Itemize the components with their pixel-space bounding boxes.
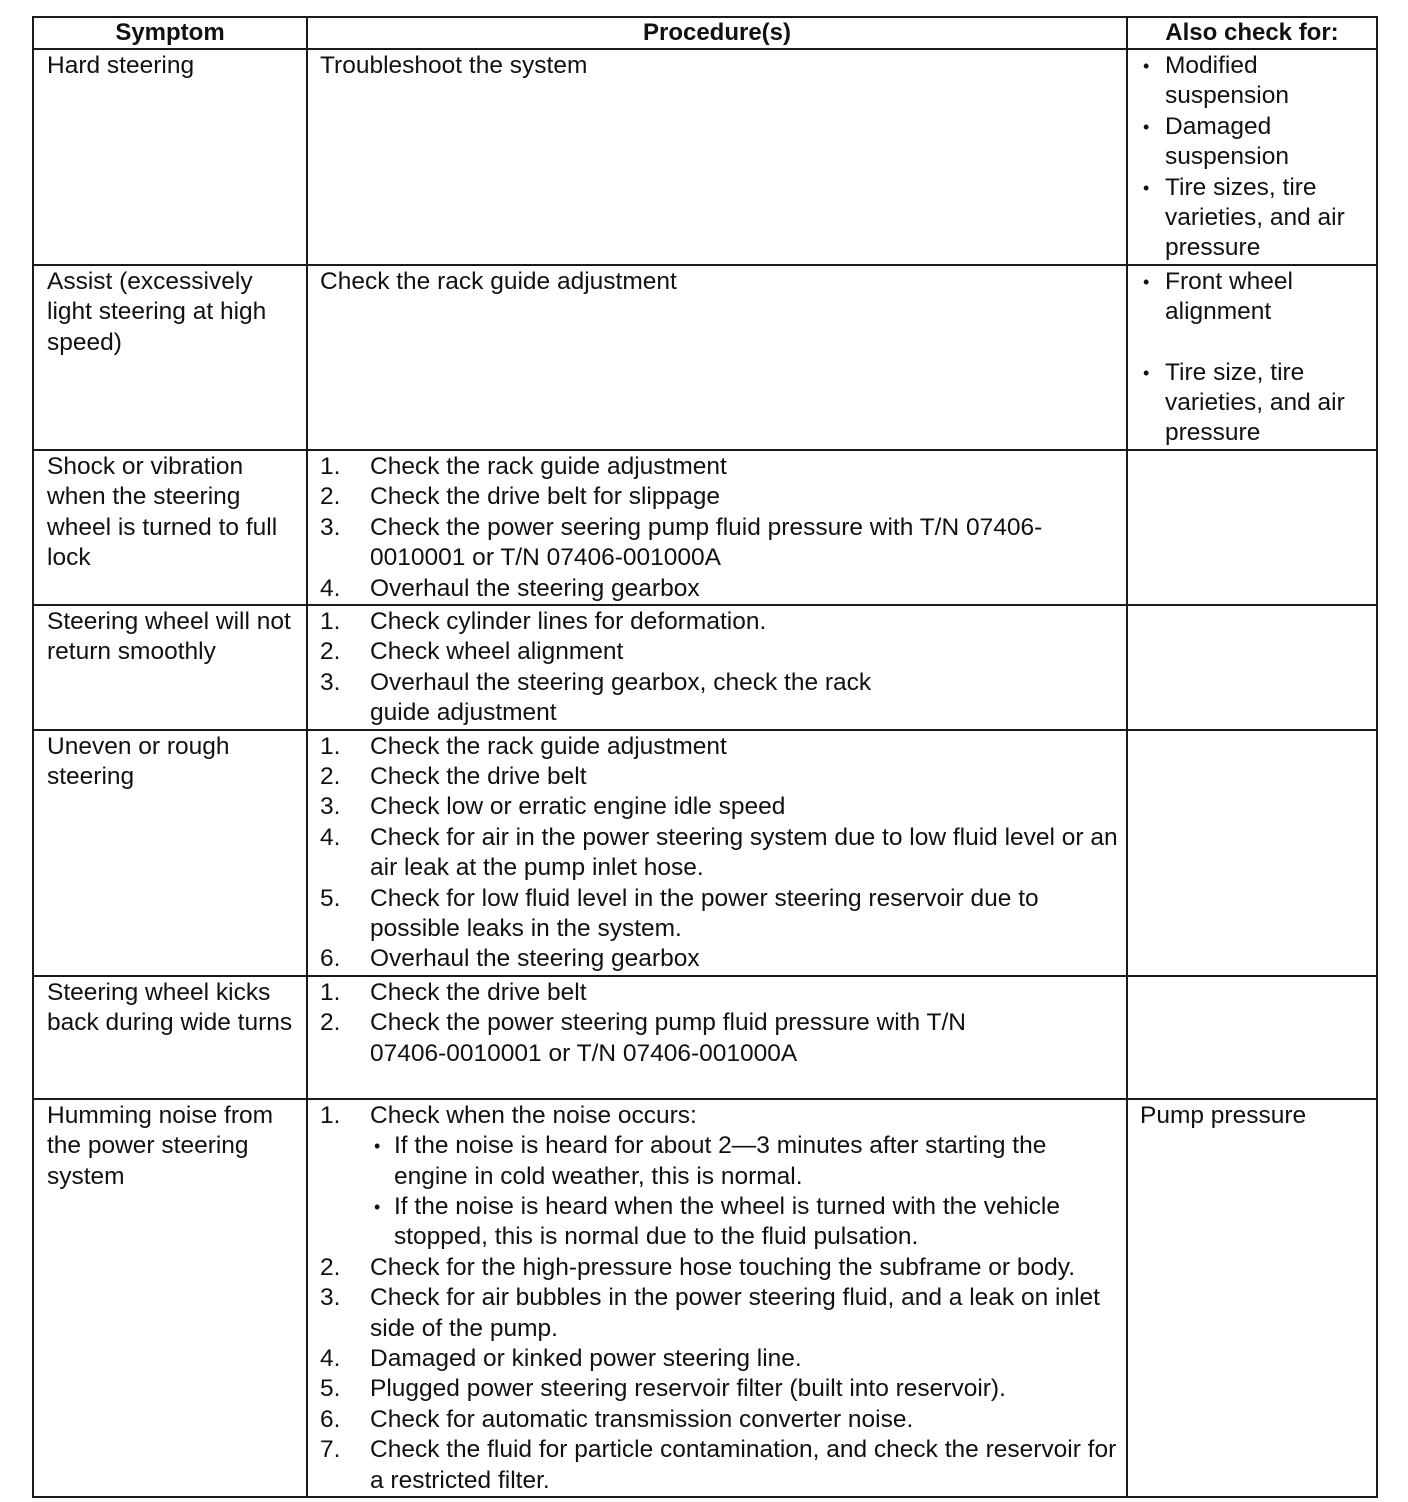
procedure-step: 2. Check for the high-pressure hose touching the subframe or body. <box>320 1253 1075 1281</box>
troubleshooting-table <box>32 16 1378 1498</box>
table-row <box>33 605 1377 730</box>
procedure-step: 1. Check the drive belt <box>320 978 587 1006</box>
also-check-cell <box>1127 730 1377 976</box>
procedure-step: 5. Plugged power steering reservoir filter (built into reservoir). <box>320 1375 1006 1403</box>
symptom-cell: Uneven or rough steering <box>33 730 307 976</box>
table-row <box>33 49 1377 265</box>
procedure-step: 3. Check low or erratic engine idle speed <box>320 793 786 821</box>
header-also-check: Also check for: <box>1127 17 1377 49</box>
procedure-step: 3. Overhaul the steering gearbox, check the rack guide adjustment <box>320 668 872 727</box>
procedure-cell: Troubleshoot the system <box>307 49 1127 265</box>
procedure-step: 2. Check the drive belt for slippage <box>320 483 720 511</box>
procedure-step: 6. Check for automatic transmission converter noise. <box>320 1405 914 1433</box>
header-procedures: Procedure(s) <box>307 17 1127 49</box>
symptom-cell: Assist (excessively light steering at high speed) <box>33 265 307 450</box>
also-check-cell <box>1127 450 1377 605</box>
also-check-cell <box>1127 265 1377 450</box>
also-check-item: • Front wheel alignment <box>1141 267 1372 328</box>
procedure-step: 4. Damaged or kinked power steering line. <box>320 1345 802 1373</box>
symptom-cell: Hard steering <box>33 49 307 265</box>
table-row <box>33 730 1377 976</box>
also-check-cell <box>1127 49 1377 265</box>
procedure-step: 1. Check cylinder lines for deformation. <box>320 607 767 635</box>
symptom-cell: Steering wheel kicks back during wide turns <box>33 976 307 1099</box>
procedure-step: 2. Check wheel alignment <box>320 638 624 666</box>
header-row <box>33 17 1377 49</box>
procedure-substep: • If the noise is heard when the wheel is turned with the vehicle stopped, this is normal due to the fluid pulsation. <box>370 1192 1118 1253</box>
also-check-item: • Tire size, tire varieties, and air pressure <box>1141 358 1372 449</box>
also-check-item: • Damaged suspension <box>1141 112 1372 173</box>
procedure-cell <box>307 730 1127 976</box>
procedure-step: 6. Overhaul the steering gearbox <box>320 945 700 973</box>
procedure-step: 2. Check the power steering pump fluid pressure with T/N 07406-0010001 or T/N 07406-001000A <box>320 1009 966 1067</box>
table-row <box>33 976 1377 1099</box>
procedure-step: 4. Overhaul the steering gearbox <box>320 574 700 602</box>
symptom-cell: Humming noise from the power steering system <box>33 1099 307 1497</box>
symptom-cell: Shock or vibration when the steering wheel is turned to full lock <box>33 450 307 605</box>
table-row <box>33 450 1377 605</box>
procedure-step: 3. Check the power seering pump fluid pressure with T/N 07406-0010001 or T/N 07406-001000A <box>320 513 1043 572</box>
also-check-item: • Tire sizes, tire varieties, and air pressure <box>1141 173 1372 264</box>
procedure-cell <box>307 450 1127 605</box>
procedure-step: 3. Check for air bubbles in the power steering fluid, and a leak on inlet side of the pump. <box>320 1284 1100 1342</box>
procedure-step: 4. Check for air in the power steering system due to low fluid level or an air leak at the pump inlet hose. <box>320 823 1118 882</box>
also-check-cell: Pump pressure <box>1127 1099 1377 1497</box>
header-symptom: Symptom <box>33 17 307 49</box>
also-check-cell <box>1127 605 1377 730</box>
procedure-cell <box>307 976 1127 1099</box>
also-check-item: • Modified suspension <box>1141 51 1372 112</box>
also-check-cell <box>1127 976 1377 1099</box>
procedure-step: 1. Check the rack guide adjustment <box>320 452 727 480</box>
table-row <box>33 265 1377 450</box>
procedure-step: 7. Check the fluid for particle contamination, and check the reservoir for a restricted filter. <box>320 1436 1117 1494</box>
procedure-cell <box>307 1099 1127 1497</box>
symptom-cell: Steering wheel will not return smoothly <box>33 605 307 730</box>
table-row <box>33 1099 1377 1497</box>
procedure-cell: Check the rack guide adjustment <box>307 265 1127 450</box>
procedure-step: 1. Check the rack guide adjustment <box>320 732 727 760</box>
procedure-step: 2. Check the drive belt <box>320 762 587 790</box>
procedure-step: 1. Check when the noise occurs: • If the noise is heard for about 2—3 minutes after starting the engine in cold weather, this is normal. • If the noise is heard when the wheel is turned with the vehicle stopped, this is normal due to the fluid pulsation. <box>320 1101 1118 1253</box>
procedure-cell <box>307 605 1127 730</box>
procedure-step: 5. Check for low fluid level in the power steering reservoir due to possible leaks in the system. <box>320 884 1039 942</box>
procedure-substep: • If the noise is heard for about 2—3 minutes after starting the engine in cold weather, this is normal. <box>370 1131 1118 1192</box>
